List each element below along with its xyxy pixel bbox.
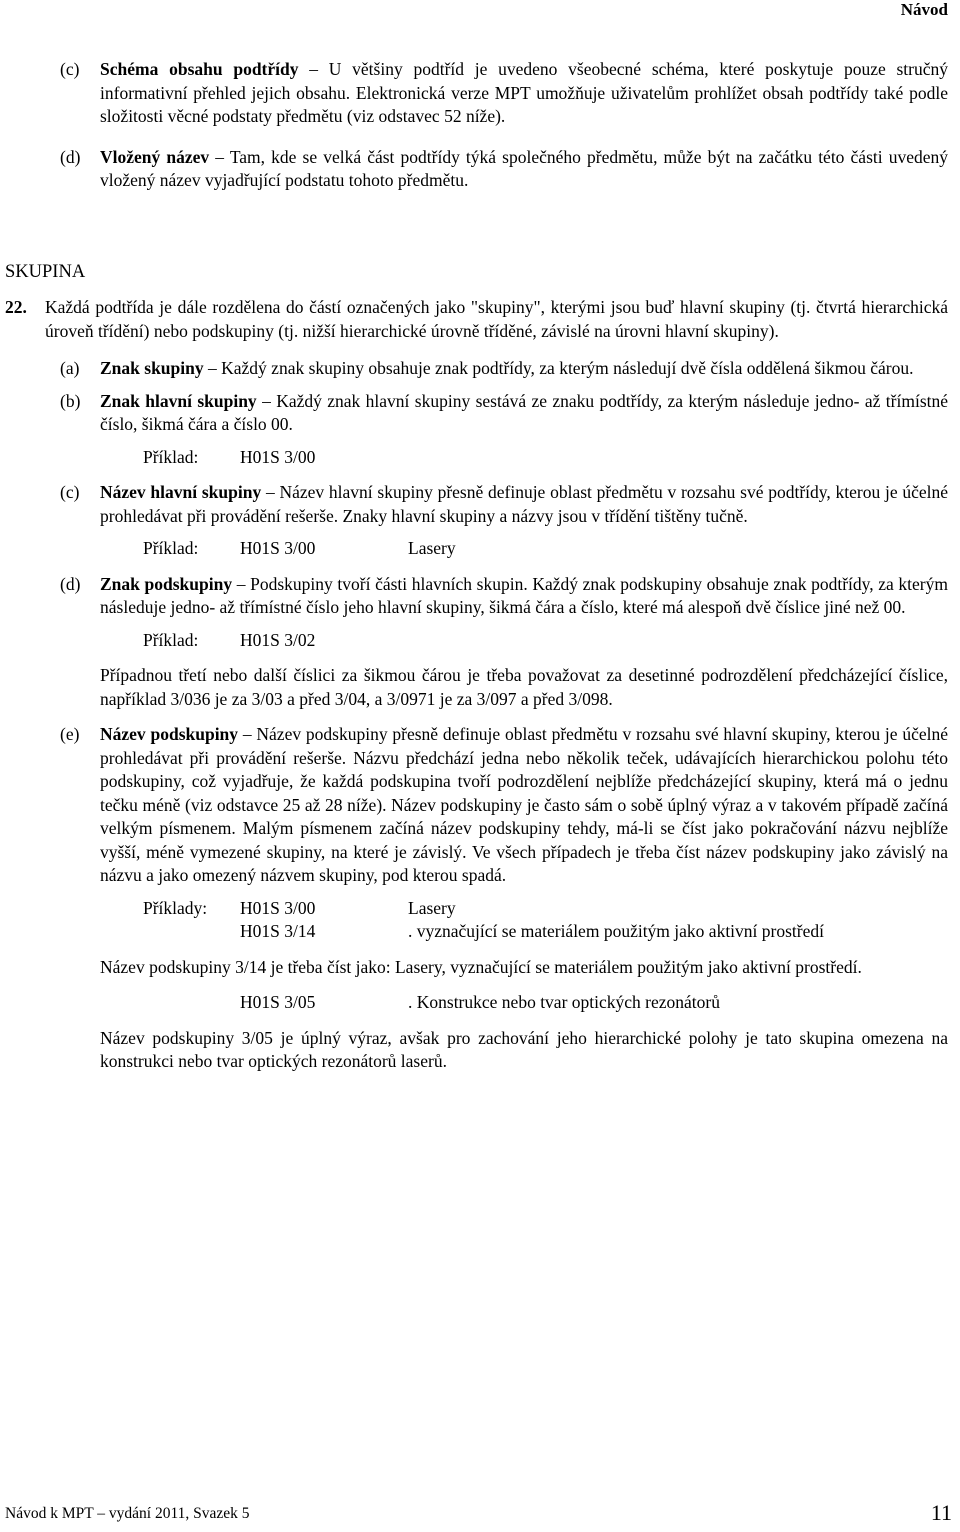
item-term: Vložený název — [100, 146, 210, 167]
item-term: Znak hlavní skupiny — [100, 390, 257, 411]
item-body — [100, 58, 948, 129]
example-label — [143, 920, 240, 944]
example-title: . vyznačující se materiálem použitým jako aktivní prostředí — [408, 921, 824, 941]
example-code: H01S 3/00 — [240, 897, 316, 918]
note-d: Případnou třetí nebo další číslici za šikmou čárou je třeba považovat za desetinné podrozdělení předcházející číslice, například 3/036 je za 3/03 a před 3/04, a 3/0971 je za 3/097 a před 3/098. — [100, 665, 948, 709]
item-dash: – — [238, 724, 257, 744]
item-label: (d) — [60, 146, 81, 167]
example-e2 — [143, 920, 948, 944]
example-d — [143, 629, 948, 653]
example-title: Lasery — [408, 897, 456, 918]
item-text: Tam, kde se velká část podtřídy týká společného předmětu, může být na začátku této části uvedený vložený název vyjadřující podstatu tohoto předmětu. — [100, 146, 949, 190]
item-d — [60, 573, 948, 620]
example-e3 — [143, 991, 948, 1015]
item-text: Název hlavní skupiny přesně definuje oblast předmětu v rozsahu své podtřídy, kterou je účelné prohledávat při provádění rešerše. Znaky hlavní skupiny a názvy jsou v třídění tištěny tučně. — [100, 482, 948, 526]
document-body — [5, 58, 949, 1086]
item-term: Schéma obsahu podtřídy — [100, 59, 299, 79]
item-label: (c) — [60, 482, 80, 502]
item-e — [60, 723, 948, 888]
example-code: H01S 3/05 — [240, 992, 316, 1012]
item-top-d — [60, 146, 948, 193]
item-term: Název podskupiny — [100, 724, 239, 744]
item-text: Každý znak hlavní skupiny sestává ze znaku podtřídy, za kterým následuje jedno- až třímístné číslo, šikmá čára a číslo 00. — [100, 390, 949, 434]
item-body — [100, 573, 948, 620]
page-number: 11 — [930, 1500, 952, 1525]
item-top-c — [60, 58, 948, 129]
example-label: Příklad: — [143, 629, 199, 650]
item-term: Znak podskupiny — [100, 573, 233, 594]
example-code: H01S 3/00 — [240, 446, 316, 467]
item-label: (b) — [60, 390, 81, 411]
item-label: (e) — [60, 724, 80, 744]
example-label: Příklad: — [143, 446, 199, 467]
note-e1: Název podskupiny 3/14 je třeba číst jako: Lasery, vyznačující se materiálem použitým jako aktivní prostředí. — [100, 956, 862, 977]
item-dash: – — [298, 59, 329, 79]
paragraph-text: Každá podtřída je dále rozdělena do částí označených jako "skupiny", kterými jsou buď hlavní skupiny (tj. čtvrtá hierarchická úroveň třídění) nebo podskupiny (tj. nižší hierarchické úrovně tříděné, závislé na úrovni hlavní skupiny). — [45, 297, 948, 341]
item-text: Podskupiny tvoří části hlavních skupin. Každý znak podskupiny obsahuje znak podtřídy, za kterým následuje jedno- až třímístné číslo jeho hlavní skupiny, šikmá čára a číslo, které má alespoň dvě číslice jiné než 00. — [100, 573, 948, 617]
example-code: H01S 3/14 — [240, 921, 316, 941]
example-title — [408, 629, 948, 653]
item-dash: – — [261, 482, 280, 502]
item-term: Název hlavní skupiny — [100, 482, 262, 502]
example-code: H01S 3/02 — [240, 629, 316, 650]
example-code: H01S 3/00 — [240, 538, 316, 558]
item-dash: – — [256, 390, 277, 411]
paragraph-number-text: 22. — [5, 297, 27, 317]
example-label — [143, 991, 240, 1015]
paragraph-number — [5, 296, 45, 343]
item-label: (a) — [60, 358, 80, 378]
item-b — [60, 390, 948, 437]
item-dash: – — [203, 358, 222, 378]
item-term: Znak skupiny — [100, 358, 204, 378]
item-body — [100, 357, 948, 381]
item-text: Každý znak skupiny obsahuje znak podtřídy, za kterým následují dvě čísla oddělená šikmou čárou. — [221, 358, 914, 378]
example-title: . Konstrukce nebo tvar optických rezonátorů — [408, 992, 720, 1012]
item-dash: – — [209, 146, 230, 167]
item-label: (d) — [60, 573, 81, 594]
item-label: (c) — [60, 59, 80, 79]
example-title: Lasery — [408, 538, 456, 558]
note-e2: Název podskupiny 3/05 je úplný výraz, avšak pro zachování jeho hierarchické polohy je tato skupina omezena na konstrukci nebo tvar optických rezonátorů laserů. — [100, 1027, 948, 1071]
item-text: U většiny podtříd je uvedeno všeobecné schéma, které poskytuje pouze stručný informativní přehled jejich obsahu. Elektronická verze MPT umožňuje uživatelům prohlížet obsah podtřídy také podle složitosti věcné podstaty předmětu (viz odstavec 52 níže). — [100, 59, 949, 126]
item-body — [100, 390, 948, 437]
item-a — [60, 357, 948, 381]
item-dash: – — [232, 573, 251, 594]
item-c — [60, 481, 948, 528]
item-body — [100, 723, 948, 888]
example-label: Příklad: — [143, 538, 199, 558]
example-label: Příklady: — [143, 897, 208, 918]
paragraph-22 — [5, 296, 948, 343]
section-title: SKUPINA — [5, 261, 86, 282]
item-text: Název podskupiny přesně definuje oblast předmětu v rozsahu své hlavní skupiny, kterou je účelné prohledávat při provádění rešerše. Názvu předchází jedna nebo několik teček, udávajících hierarchickou polohu této podskupiny, což vyjadřuje, že každá podskupina tvoří podrozdělení nejblíže předcházející skupiny, která má o jednu tečku méně (viz odstavce 25 až 28 níže). Název podskupiny je často sám o sobě úplný výraz a v takovém případě začíná velkým písmenem. Malým písmenem začíná název podskupiny tehdy, má-li se číst jako pokračování názvu nejblíže vyšší, méně vymezené skupiny, na které je závislý. Ve všech případech je třeba číst název podskupiny jako závislý na názvu a jako omezený názvem skupiny, pod kterou spadá. — [100, 724, 948, 885]
example-b — [143, 446, 948, 470]
example-c — [143, 537, 948, 561]
footer-text: Návod k MPT – vydání 2011, Svazek 5 — [5, 1505, 250, 1522]
page-header-title: Návod — [900, 0, 948, 19]
example-title — [408, 446, 948, 470]
example-e1 — [143, 897, 948, 921]
item-body — [100, 481, 948, 528]
item-body — [100, 146, 948, 193]
